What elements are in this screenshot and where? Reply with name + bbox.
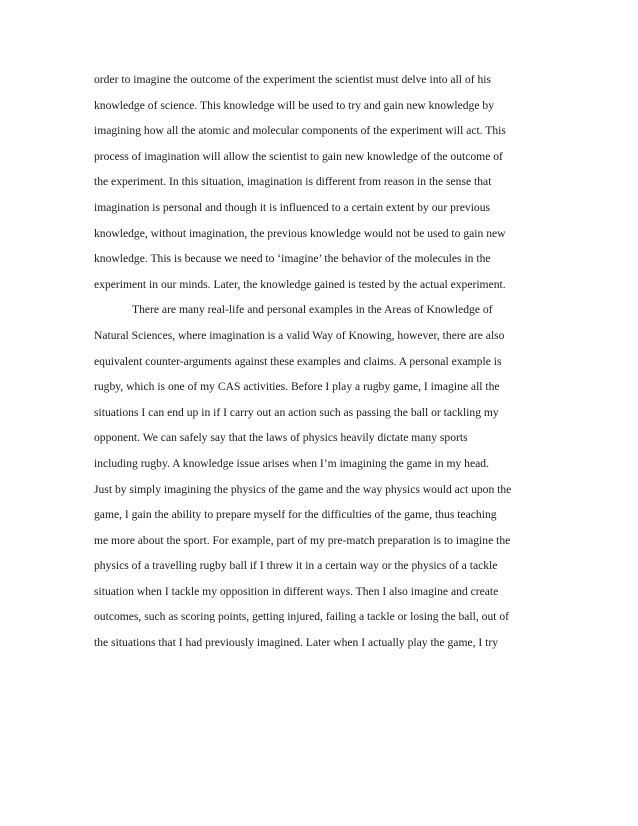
text-line: imagining how all the atomic and molecular components of the experiment will act. This [94, 124, 506, 138]
body-text [94, 67, 546, 656]
paragraph-first-line: There are many real-life and personal examples in the Areas of Knowledge of [132, 303, 493, 317]
text-line: the situations that I had previously imagined. Later when I actually play the game, I try [94, 636, 499, 650]
text-line: knowledge of science. This knowledge will be used to try and gain new knowledge by [94, 98, 494, 112]
text-line: experiment in our minds. Later, the knowledge gained is tested by the actual experiment. [94, 277, 506, 291]
text-line: situations I can end up in if I carry out an action such as passing the ball or tackling my [94, 405, 499, 419]
text-line: Just by simply imagining the physics of the game and the way physics would act upon the [94, 482, 512, 496]
text-line: outcomes, such as scoring points, getting injured, failing a tackle or losing the ball, out of [94, 610, 510, 624]
text-line: me more about the sport. For example, part of my pre-match preparation is to imagine the [94, 533, 511, 547]
text-line: physics of a travelling rugby ball if I threw it in a certain way or the physics of a tackle [94, 559, 498, 573]
text-line: knowledge. This is because we need to ‘imagine’ the behavior of the molecules in the [94, 252, 491, 266]
text-line: rugby, which is one of my CAS activities. Before I play a rugby game, I imagine all the [94, 380, 500, 394]
text-line: opponent. We can safely say that the laws of physics heavily dictate many sports [94, 431, 468, 445]
text-line: game, I gain the ability to prepare myself for the difficulties of the game, thus teaching [94, 508, 497, 522]
text-line: equivalent counter-arguments against these examples and claims. A personal example is [94, 354, 502, 368]
text-line: the experiment. In this situation, imagination is different from reason in the sense that [94, 175, 492, 189]
text-line: order to imagine the outcome of the experiment the scientist must delve into all of his [94, 73, 491, 86]
text-line: process of imagination will allow the scientist to gain new knowledge of the outcome of [94, 149, 503, 163]
text-line: knowledge, without imagination, the previous knowledge would not be used to gain new [94, 226, 506, 240]
text-line: Natural Sciences, where imagination is a valid Way of Knowing, however, there are also [94, 328, 505, 342]
text-line: situation when I tackle my opposition in different ways. Then I also imagine and create [94, 584, 499, 598]
text-line: imagination is personal and though it is influenced to a certain extent by our previous [94, 200, 491, 214]
text-line: including rugby. A knowledge issue arises when I’m imagining the game in my head. [94, 456, 489, 470]
